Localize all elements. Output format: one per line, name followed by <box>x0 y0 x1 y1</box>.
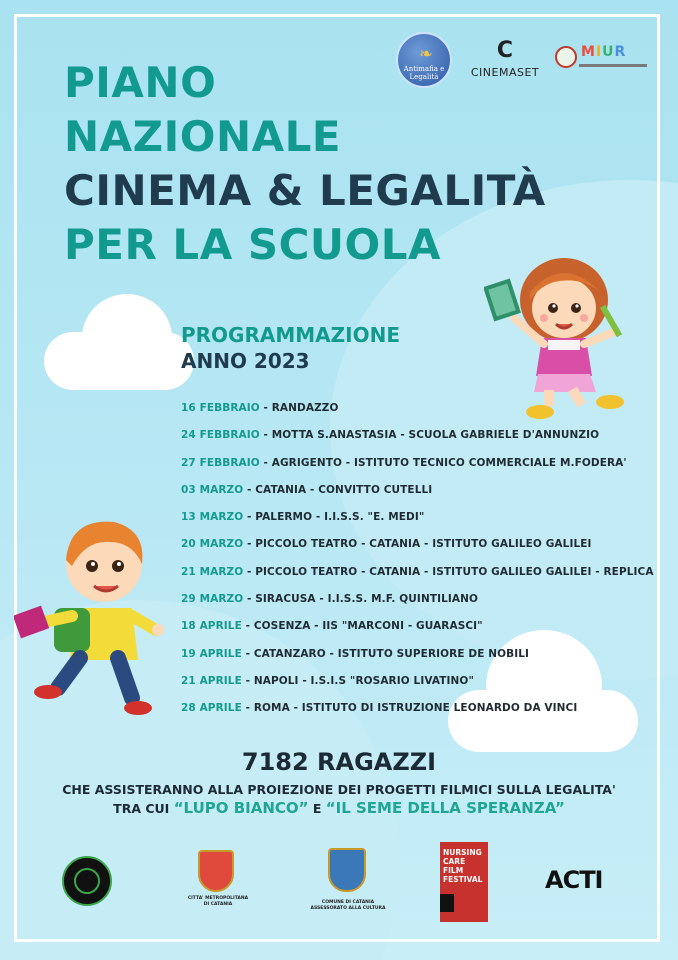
event-date: 19 APRILE <box>181 647 242 660</box>
description-line-2 <box>0 799 678 818</box>
event-place: - NAPOLI - I.S.I.S "ROSARIO LIVATINO" <box>241 674 475 687</box>
comune-catania-logo <box>310 848 386 924</box>
list-item <box>181 565 654 593</box>
event-date: 21 APRILE <box>181 674 242 687</box>
programme-year: ANNO 2023 <box>181 349 310 373</box>
miur-logo-text <box>581 44 626 60</box>
ribbon-icon: ❧ <box>419 44 433 63</box>
event-date: 13 MARZO <box>181 511 244 524</box>
event-date: 16 FEBBRAIO <box>181 402 260 414</box>
miur-logo <box>555 44 647 72</box>
miur-letter: R <box>614 44 627 60</box>
event-place: - SIRACUSA - I.I.S.S. M.F. QUINTILIANO <box>243 593 479 606</box>
list-item <box>181 484 651 511</box>
programme-heading <box>181 322 400 374</box>
event-date: 28 APRILE <box>181 702 242 715</box>
event-date: 24 FEBBRAIO <box>181 429 260 442</box>
film-title-1: “LUPO BIANCO” <box>173 799 309 817</box>
event-place: - PALERMO - I.I.S.S. "E. MEDI" <box>243 511 425 524</box>
title-line-4: PER LA SCUOLA <box>64 220 441 269</box>
event-place: - CATANZARO - ISTITUTO SUPERIORE DE NOBILI <box>241 647 530 660</box>
list-item <box>181 620 651 647</box>
programme-title: PROGRAMMAZIONE <box>181 323 400 347</box>
event-date: 27 FEBBRAIO <box>181 456 260 469</box>
event-date: 29 MARZO <box>181 593 244 606</box>
event-place: - MOTTA S.ANASTASIA - SCUOLA GABRIELE D'ANNUNZIO <box>259 429 600 442</box>
miur-subtitle-line <box>579 64 647 67</box>
girl-illustration <box>484 252 634 422</box>
list-item <box>181 675 651 702</box>
cinemaset-icon: C <box>496 38 514 63</box>
event-place: - PICCOLO TEATRO - CATANIA - ISTITUTO GALILEO GALILEI <box>243 538 592 551</box>
metro-catania-caption: CITTA' METROPOLITANA DI CATANIA <box>187 896 249 907</box>
title-line-1: PIANO <box>64 58 217 107</box>
comune-catania-caption: COMUNE DI CATANIA ASSESSORATO ALLA CULTURA <box>310 900 386 911</box>
list-item <box>181 648 651 675</box>
boy-illustration <box>14 512 164 722</box>
list-item <box>181 457 651 484</box>
miur-letter: M <box>581 44 596 60</box>
acti-logo-text: ACTI <box>545 866 603 894</box>
events-list <box>181 402 654 730</box>
green-seal-logo <box>62 856 112 906</box>
miur-letter: I <box>595 44 603 60</box>
page-title <box>64 56 546 272</box>
event-date: 03 MARZO <box>181 483 244 496</box>
event-place: - ROMA - ISTITUTO DI ISTRUZIONE LEONARDO DA VINCI <box>241 702 578 715</box>
comune-crest-icon <box>328 848 366 892</box>
festival-mark-icon <box>440 894 454 912</box>
event-date: 18 APRILE <box>181 620 242 633</box>
description-conjunction: E <box>308 801 326 816</box>
antimafia-logo-text: Antimafia e Legalità <box>403 65 445 81</box>
list-item <box>181 593 651 620</box>
event-place: - PICCOLO TEATRO - CATANIA - ISTITUTO GALILEO GALILEI - REPLICA <box>243 565 654 578</box>
event-place: - RANDAZZO <box>259 402 339 414</box>
event-place: - COSENZA - IIS "MARCONI - GUARASCI" <box>241 620 483 633</box>
description-prefix: TRA CUI <box>113 801 174 816</box>
participants-count: 7182 RAGAZZI <box>241 748 437 776</box>
crest-icon <box>198 850 234 892</box>
metro-catania-logo <box>186 850 250 920</box>
film-title-2: “IL SEME DELLA SPERANZA” <box>325 799 565 817</box>
republic-emblem-icon <box>555 46 577 68</box>
festival-logo <box>440 842 488 922</box>
acti-logo <box>545 862 619 894</box>
list-item <box>181 538 651 565</box>
event-place: - AGRIGENTO - ISTITUTO TECNICO COMMERCIALE M.FODERA' <box>259 456 627 469</box>
description <box>0 780 678 818</box>
list-item <box>181 402 651 429</box>
festival-name: NURSING CARE FILM FESTIVAL <box>443 848 483 884</box>
miur-letter: U <box>602 44 615 60</box>
description-line-1: CHE ASSISTERANNO ALLA PROIEZIONE DEI PROGETTI FILMICI SULLA LEGALITA' <box>62 782 616 797</box>
event-date: 21 MARZO <box>181 565 244 578</box>
cinemaset-logo-text: CINEMASET <box>470 66 540 79</box>
event-date: 20 MARZO <box>181 538 244 551</box>
list-item <box>181 429 651 456</box>
event-place: - CATANIA - CONVITTO CUTELLI <box>243 483 433 496</box>
list-item <box>181 702 651 729</box>
title-line-2: NAZIONALE <box>64 112 342 161</box>
list-item <box>181 511 651 538</box>
seal-inner-icon <box>74 868 100 894</box>
title-line-3: CINEMA & LEGALITÀ <box>64 166 546 215</box>
